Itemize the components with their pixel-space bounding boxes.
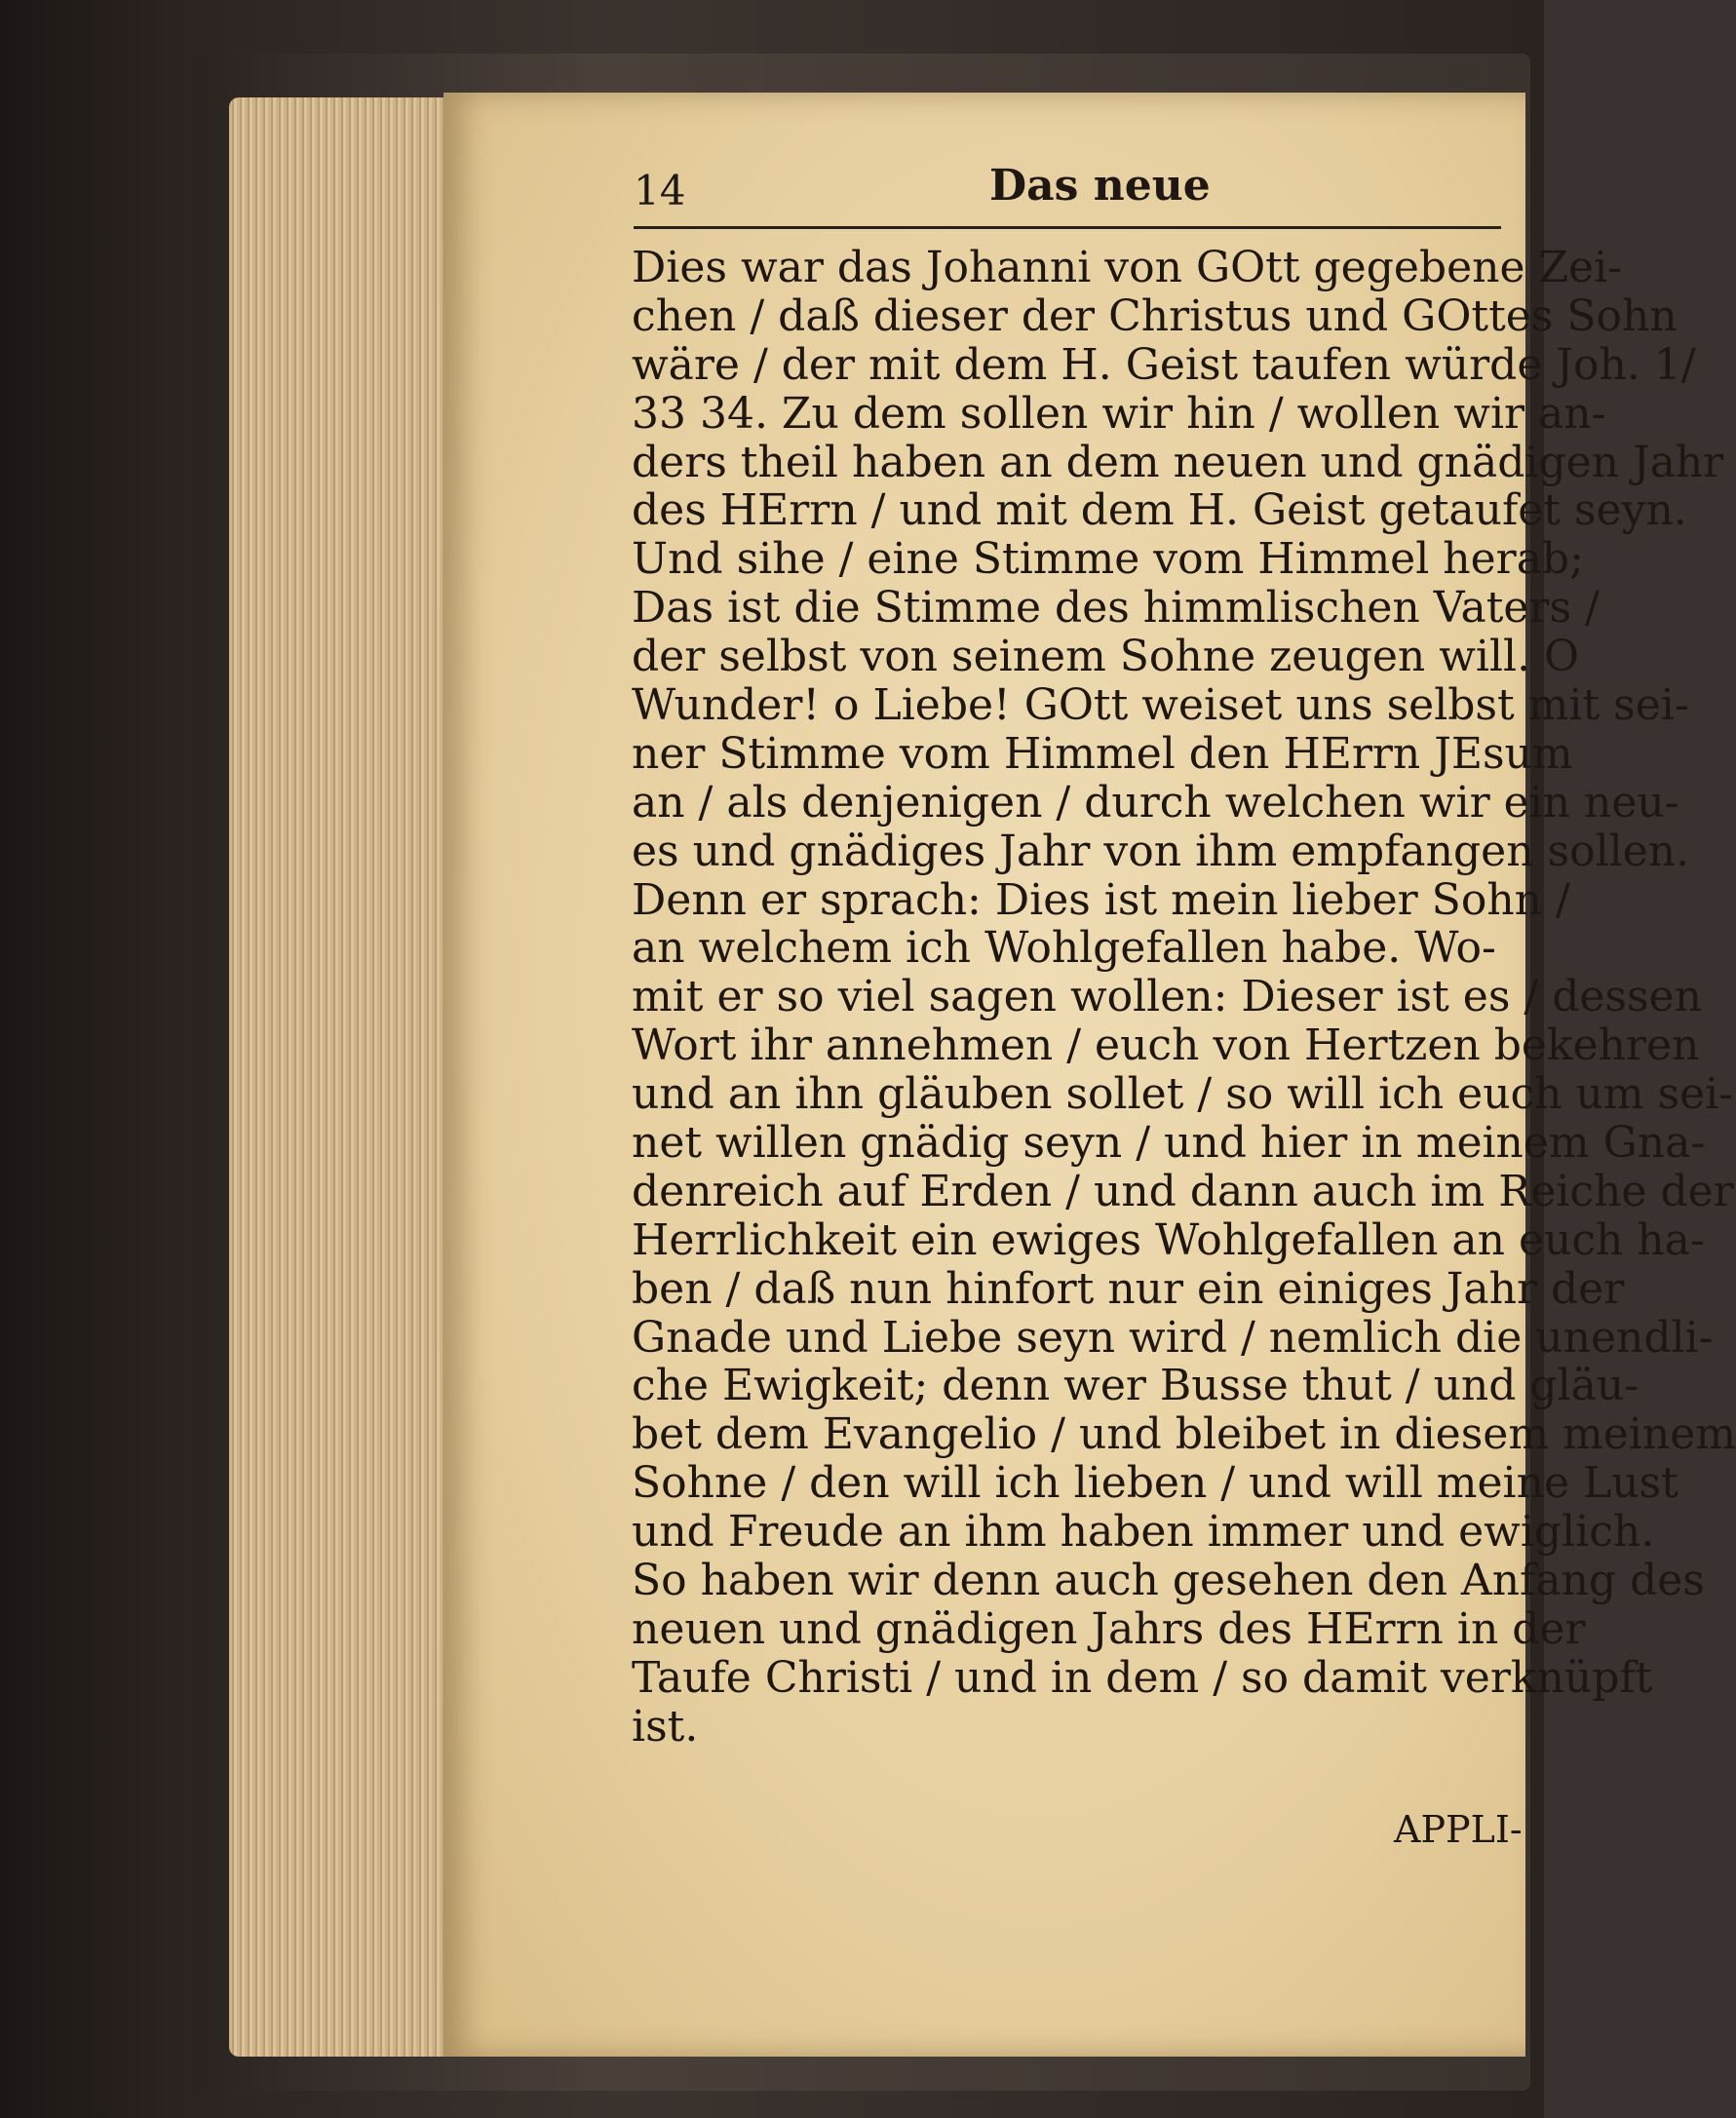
text-line: des HErrn / und mit dem H. Geist getaufet seyn.	[632, 485, 1687, 536]
text-line: Das ist die Stimme des himmlischen Vaters /	[632, 583, 1600, 634]
text-line: der selbst von seinem Sohne zeugen will. O	[632, 632, 1580, 682]
text-line: Dies war das Johanni von GOtt gegebene Zei-	[632, 243, 1623, 292]
text-line: an / als denjenigen / durch welchen wir ein neu-	[632, 777, 1679, 828]
text-line: net willen gnädig seyn / und hier in meinem Gna-	[632, 1118, 1706, 1169]
text-line: und Freude an ihm haben immer und ewiglich.	[632, 1507, 1655, 1558]
page-header	[634, 161, 1511, 229]
text-line: Sohne / den will ich lieben / und will meine Lust	[632, 1458, 1678, 1509]
text-line: ders theil haben an dem neuen und gnädigen Jahr	[632, 437, 1724, 487]
text-line: wäre / der mit dem H. Geist taufen würde Joh. 1/	[632, 339, 1696, 390]
text-line: 33 34. Zu dem sollen wir hin / wollen wir an-	[632, 388, 1606, 439]
text-line: ner Stimme vom Himmel den HErrn JEsum	[632, 728, 1573, 779]
text-line: Und sihe / eine Stimme vom Himmel herab;	[632, 534, 1584, 585]
header-rule	[634, 226, 1501, 229]
text-line: Taufe Christi / und in dem / so damit verknüpft	[632, 1652, 1653, 1703]
text-line: Herrlichkeit ein ewiges Wohlgefallen an euch ha-	[632, 1214, 1705, 1265]
running-head: Das neue	[989, 161, 1211, 211]
text-line: chen / daß dieser der Christus und GOttes Sohn	[632, 290, 1678, 341]
text-line: So haben wir denn auch gesehen den Anfang des	[632, 1556, 1705, 1606]
page-number: 14	[634, 167, 686, 214]
text-line: Wort ihr annehmen / euch von Hertzen bekehren	[632, 1020, 1700, 1071]
text-line: ist.	[632, 1701, 699, 1752]
catchword: APPLI-	[1394, 1808, 1523, 1851]
text-line: es und gnädiges Jahr von ihm empfangen sollen.	[632, 826, 1690, 876]
text-line: bet dem Evangelio / und bleibet in diesem meinem	[632, 1409, 1736, 1460]
text-line: denreich auf Erden / und dann auch im Reiche der	[632, 1166, 1734, 1216]
text-line: an welchem ich Wohlgefallen habe. Wo-	[632, 923, 1496, 974]
text-line: mit er so viel sagen wollen: Dieser ist es / dessen	[632, 972, 1702, 1022]
text-line: ben / daß nun hinfort nur ein einiges Jahr der	[632, 1263, 1625, 1314]
text-line: Wunder! o Liebe! GOtt weiset uns selbst mit sei-	[632, 680, 1689, 731]
text-line: und an ihn gläuben sollet / so will ich euch um sei-	[632, 1069, 1734, 1120]
text-line: che Ewigkeit; denn wer Busse thut / und gläu-	[632, 1361, 1640, 1411]
page-edges	[229, 97, 448, 2057]
body-text	[632, 243, 1736, 1752]
text-line: Gnade und Liebe seyn wird / nemlich die unendli-	[632, 1312, 1714, 1363]
text-line: Denn er sprach: Dies ist mein lieber Sohn /	[632, 874, 1570, 925]
text-line: neuen und gnädigen Jahrs des HErrn in der	[632, 1603, 1586, 1654]
